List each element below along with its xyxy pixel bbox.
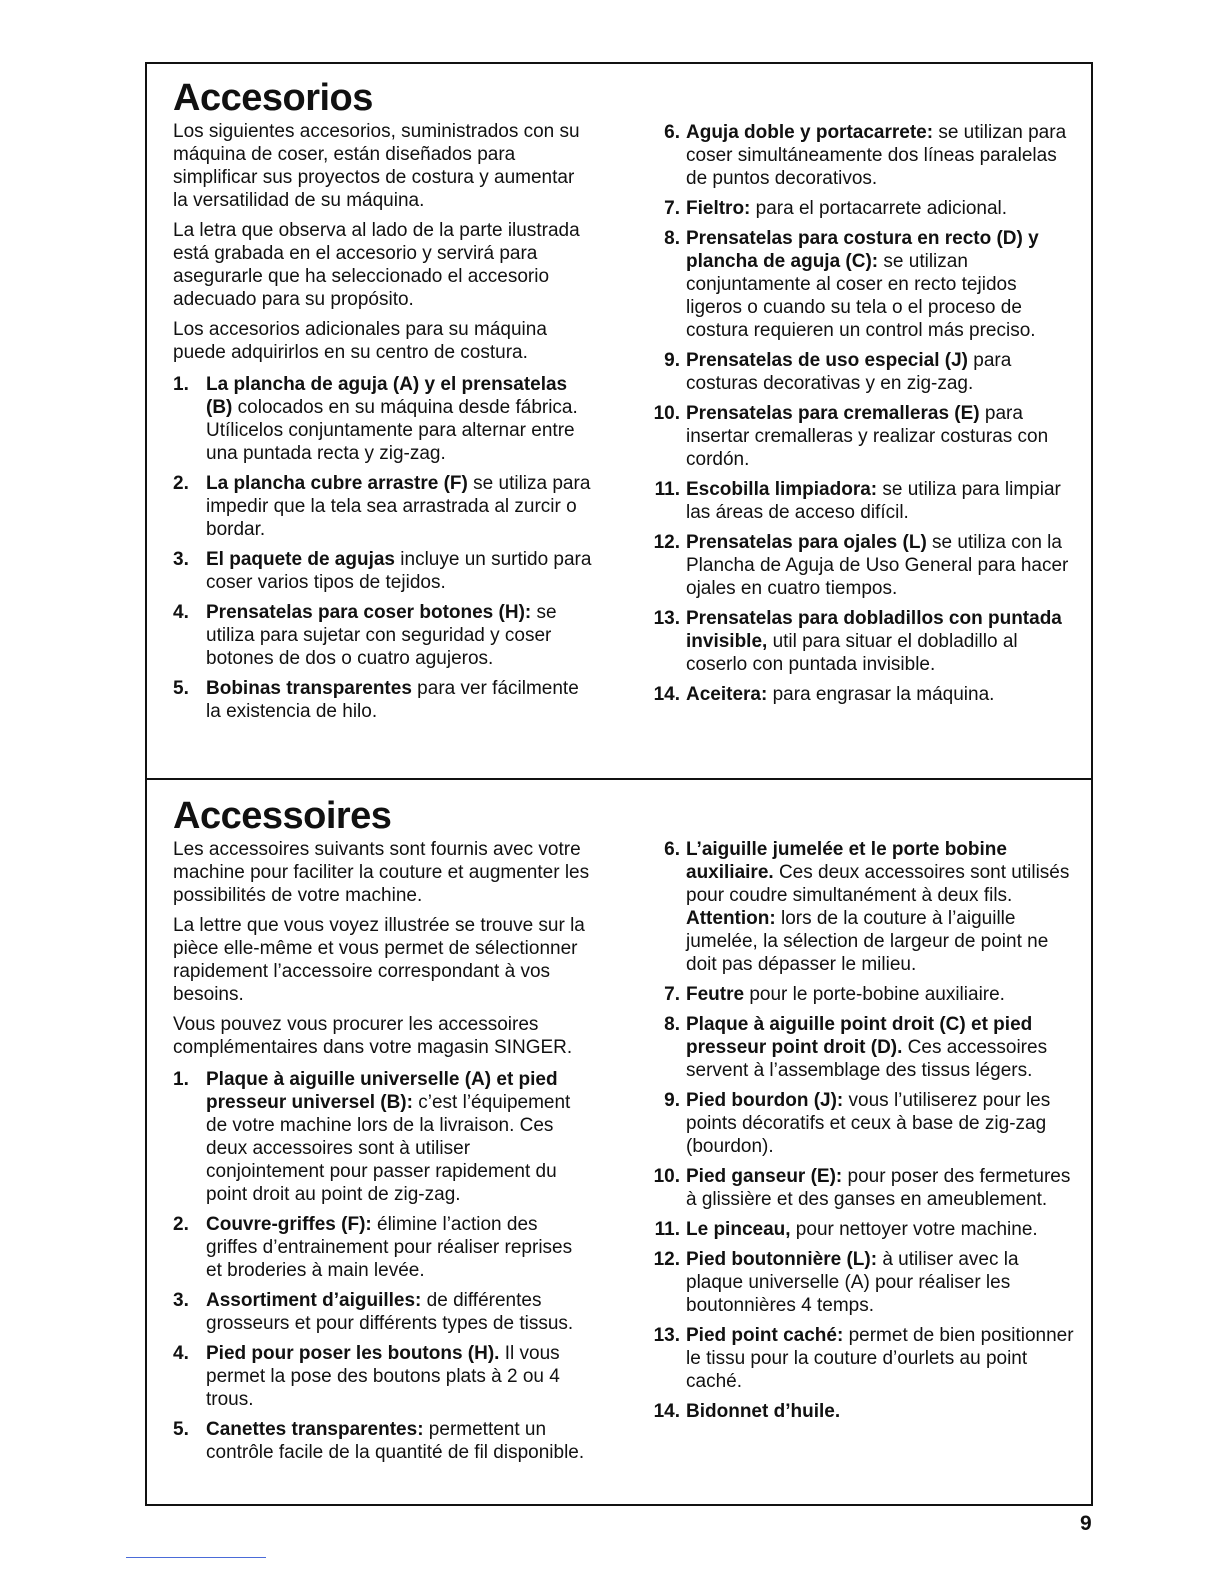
spanish-title: Accesorios [173, 77, 373, 119]
french-title: Accessoires [173, 795, 392, 837]
item-term: Prensatelas para dobladillos con puntada invisible, [686, 608, 1062, 652]
item-description: se utilizan para coser simultáneamente dos líneas paralelas de puntos decorativos. [686, 122, 1067, 189]
list-item [173, 1068, 593, 1206]
item-number: 6. [664, 122, 680, 143]
list-item [650, 402, 1075, 471]
item-term: Pied bourdon (J): [686, 1090, 844, 1111]
item-description: para engrasar la máquina. [767, 684, 995, 705]
item-term: Plaque à aiguille point droit (C) et pied presseur point droit (D). [686, 1014, 1033, 1058]
french-intro-2: La lettre que vous voyez illustrée se trouve sur la pièce elle-même et vous permet de sélectionner rapidement l’accessoire correspondant à vos besoins. [173, 915, 585, 1005]
french-list-left [173, 1068, 593, 1464]
list-item [173, 1213, 593, 1282]
item-description: para insertar cremalleras y realizar costuras con cordón. [686, 403, 1049, 470]
list-item [650, 531, 1075, 600]
list-item [173, 472, 593, 541]
item-number: 2. [173, 473, 189, 494]
item-term: L’aiguille jumelée et le porte bobine auxiliaire. [686, 839, 1007, 883]
item-term: Pied point caché: [686, 1325, 844, 1346]
french-left-column [173, 794, 593, 1471]
item-number: 10. [653, 403, 680, 424]
item-term: El paquete de agujas [206, 549, 395, 570]
item-description: se utiliza para limpiar las áreas de acceso difícil. [686, 479, 1061, 523]
item-number: 1. [173, 1069, 189, 1090]
item-number: 7. [664, 984, 680, 1005]
item-number: 11. [654, 1219, 680, 1240]
item-description: incluye un surtido para coser varios tipos de tejidos. [206, 549, 592, 593]
item-term: La plancha de aguja (A) y el prensatelas (B) [206, 374, 568, 418]
item-number: 14. [653, 684, 680, 705]
item-number: 3. [173, 1290, 189, 1311]
item-note-term: Attention: [686, 908, 776, 929]
item-number: 12. [653, 532, 680, 553]
item-number: 11. [654, 479, 680, 500]
spanish-intro-3: Los accesorios adicionales para su máquina puede adquirirlos en su centro de costura. [173, 319, 547, 363]
item-number: 10. [653, 1166, 680, 1187]
list-item [650, 607, 1075, 676]
item-term: Aceitera: [686, 684, 768, 705]
item-description: Il vous permet la pose des boutons plats à 2 ou 4 trous. [206, 1343, 560, 1410]
list-item [173, 1342, 593, 1411]
item-description: vous l’utiliserez pour les points décoratifs et ceux à base de zig-zag (bourdon). [686, 1090, 1051, 1157]
item-number: 5. [173, 678, 189, 699]
item-number: 9. [664, 350, 680, 371]
item-number: 2. [173, 1214, 189, 1235]
spanish-list-right [650, 121, 1075, 706]
item-term: Couvre-griffes (F): [206, 1214, 372, 1235]
item-description: pour nettoyer votre machine. [790, 1219, 1038, 1240]
item-number: 8. [664, 1014, 680, 1035]
item-number: 8. [664, 228, 680, 249]
list-item [650, 1013, 1075, 1082]
item-description: Ces accessoires servent à l’assemblage des tissus légers. [686, 1037, 1048, 1081]
list-item [650, 197, 1075, 220]
list-item [173, 601, 593, 670]
item-number: 12. [653, 1249, 680, 1270]
list-item [650, 349, 1075, 395]
item-description: para el portacarrete adicional. [750, 198, 1008, 219]
item-description: élimine l’action des griffes d’entrainement pour réaliser reprises et broderies à main levée. [206, 1214, 573, 1281]
item-term: Plaque à aiguille universelle (A) et pied presseur universel (B): [206, 1069, 558, 1113]
list-item [650, 121, 1075, 190]
list-item [650, 1218, 1075, 1241]
french-intro-3: Vous pouvez vous procurer les accessoires complémentaires dans votre magasin SINGER. [173, 1014, 573, 1058]
item-number: 3. [173, 549, 189, 570]
item-number: 1. [173, 374, 189, 395]
item-term: Fieltro: [686, 198, 751, 219]
list-item [650, 1324, 1075, 1393]
list-item [650, 1089, 1075, 1158]
list-item [650, 1400, 1075, 1423]
item-description: util para situar el dobladillo al coserlo con puntada invisible. [686, 631, 1018, 675]
item-description: de différentes grosseurs et pour différents types de tissus. [206, 1290, 574, 1334]
item-number: 14. [653, 1401, 680, 1422]
item-term: Assortiment d’aiguilles: [206, 1290, 422, 1311]
item-description: c’est l’équipement de votre machine lors de la livraison. Ces deux accessoires sont à utiliser conjointement pour passer rapidement du point droit au point de zig-zag. [206, 1092, 571, 1205]
item-description: pour poser des fermetures à glissière et des ganses en ameublement. [686, 1166, 1071, 1210]
item-number: 4. [173, 602, 189, 623]
item-note-text: lors de la couture à l’aiguille jumelée, la sélection de largeur de point ne doit pas dépasser le milieu. [686, 908, 1049, 975]
french-section [145, 778, 1093, 1506]
item-term: Canettes transparentes: [206, 1419, 424, 1440]
item-term: Pied ganseur (E): [686, 1166, 843, 1187]
item-description: se utilizan conjuntamente al coser en recto tejidos ligeros o cuando su tela o el proceso de costura requieren un control más preciso. [686, 251, 1036, 341]
item-term: Le pinceau, [686, 1219, 791, 1240]
item-number: 13. [653, 608, 680, 629]
item-term: Feutre [686, 984, 745, 1005]
item-number: 6. [664, 839, 680, 860]
list-item [650, 1248, 1075, 1317]
page-number: 9 [1080, 1512, 1092, 1535]
list-item [650, 983, 1075, 1006]
item-number: 7. [664, 198, 680, 219]
item-number: 5. [173, 1419, 189, 1440]
item-term: Pied pour poser les boutons (H). [206, 1343, 500, 1364]
item-term: Prensatelas para coser botones (H): [206, 602, 532, 623]
spanish-list-left [173, 373, 593, 723]
item-term: Bidonnet d’huile. [686, 1401, 841, 1422]
item-description: para costuras decorativas y en zig-zag. [686, 350, 1012, 394]
item-term: Prensatelas para ojales (L) [686, 532, 927, 553]
item-description: se utiliza para sujetar con seguridad y coser botones de dos o cuatro agujeros. [206, 602, 557, 669]
list-item [650, 683, 1075, 706]
item-number: 9. [664, 1090, 680, 1111]
list-item [173, 548, 593, 594]
french-list-right [650, 838, 1075, 1423]
item-term: Escobilla limpiadora: [686, 479, 878, 500]
spanish-section [145, 62, 1093, 780]
item-term: Bobinas transparentes [206, 678, 412, 699]
spanish-intro-2: La letra que observa al lado de la parte ilustrada está grabada en el accesorio y servirá para asegurarle que ha seleccionado el accesorio adecuado para su propósito. [173, 220, 580, 310]
item-description: para ver fácilmente la existencia de hilo. [206, 678, 579, 722]
list-item [173, 1289, 593, 1335]
french-right-column [650, 838, 1075, 1430]
list-item [173, 1418, 593, 1464]
item-term: Prensatelas para costura en recto (D) y plancha de aguja (C): [686, 228, 1039, 272]
item-term: Prensatelas de uso especial (J) [686, 350, 968, 371]
item-description: permettent un contrôle facile de la quantité de fil disponible. [206, 1419, 585, 1463]
list-item [650, 478, 1075, 524]
scan-artifact-line [126, 1557, 266, 1558]
item-number: 13. [653, 1325, 680, 1346]
list-item [650, 838, 1075, 976]
item-description: pour le porte-bobine auxiliaire. [744, 984, 1005, 1005]
list-item [173, 373, 593, 465]
item-term: Pied boutonnière (L): [686, 1249, 878, 1270]
spanish-right-column [650, 121, 1075, 713]
item-number: 4. [173, 1343, 189, 1364]
spanish-left-column [173, 76, 593, 730]
list-item [173, 677, 593, 723]
item-description: Ces deux accessoires sont utilisés pour coudre simultanément à deux fils. [686, 862, 1070, 906]
item-description: à utiliser avec la plaque universelle (A) pour réaliser les boutonnières 4 temps. [686, 1249, 1019, 1316]
list-item [650, 1165, 1075, 1211]
item-term: Aguja doble y portacarrete: [686, 122, 934, 143]
item-term: La plancha cubre arrastre (F) [206, 473, 468, 494]
item-term: Prensatelas para cremalleras (E) [686, 403, 980, 424]
item-description: colocados en su máquina desde fábrica. Utílicelos conjuntamente para alternar entre una puntada recta y zig-zag. [206, 397, 578, 464]
item-description: se utiliza para impedir que la tela sea arrastrada al zurcir o bordar. [206, 473, 591, 540]
list-item [650, 227, 1075, 342]
item-description: permet de bien positionner le tissu pour la couture d’ourlets au point caché. [686, 1325, 1074, 1392]
item-description: se utiliza con la Plancha de Aguja de Uso General para hacer ojales en cuatro tiempos. [686, 532, 1069, 599]
spanish-intro-1: Los siguientes accesorios, suministrados con su máquina de coser, están diseñados para simplificar sus proyectos de costura y aumentar la versatilidad de su máquina. [173, 121, 580, 211]
french-intro-1: Les accessoires suivants sont fournis avec votre machine pour faciliter la couture et augmenter les possibilités de votre machine. [173, 839, 590, 906]
